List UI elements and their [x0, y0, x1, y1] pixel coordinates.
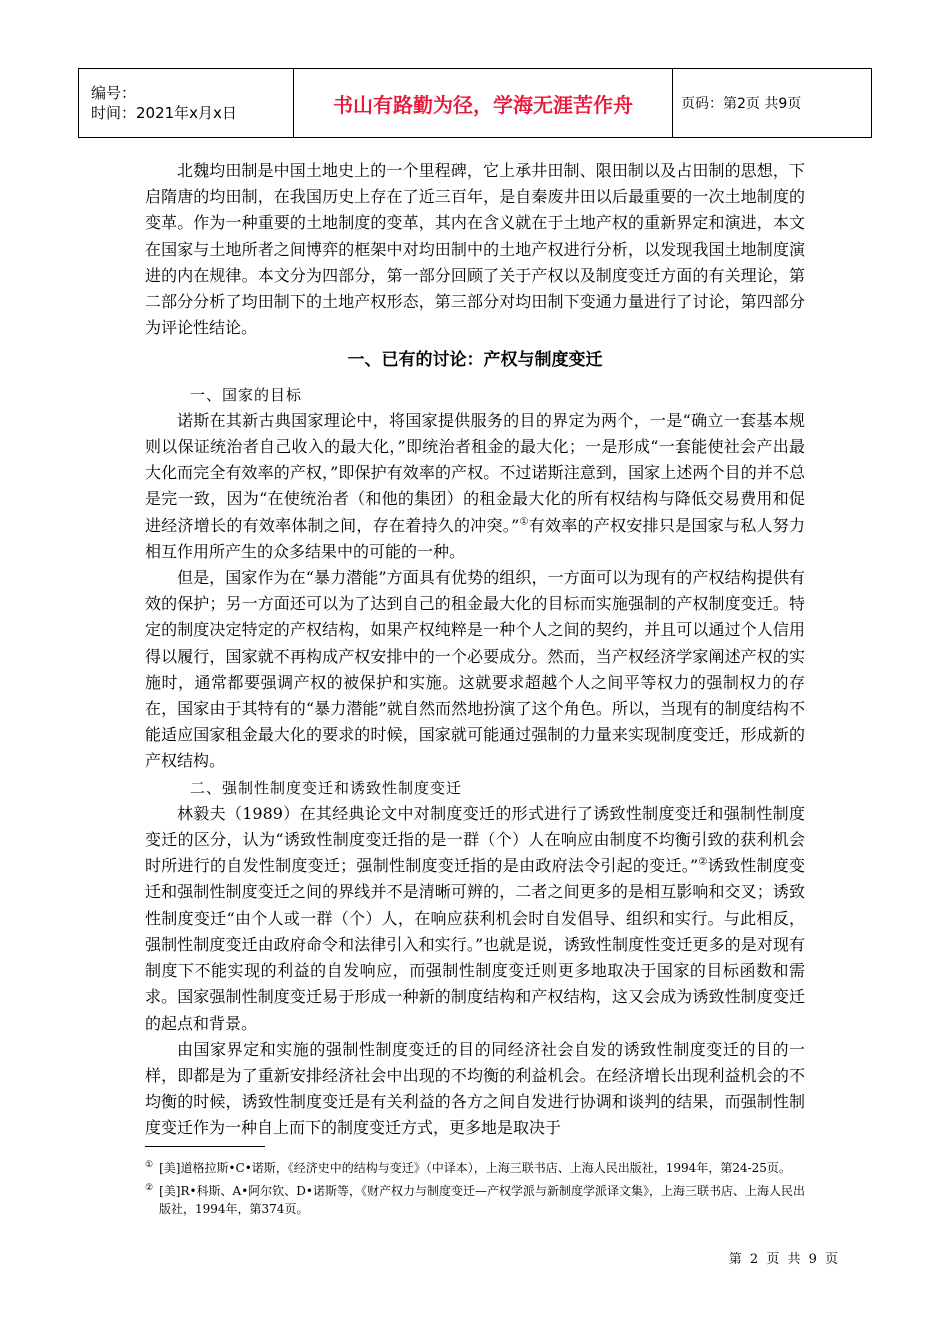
footnote-ref-1[interactable]: ①: [519, 516, 529, 528]
motto: 书山有路勤为径，学海无涯苦作舟: [294, 69, 673, 138]
paragraph-lin-yifu: [145, 801, 805, 1037]
paragraph-text: 有效率的产权安排只是国家与私人努力相互作用所产生的众多结果中的可能的一种。: [145, 515, 805, 561]
footnote-text: [美]道格拉斯•C•诺斯，《经济史中的结构与变迁》（中译本），上海三联书店、上海人民出版社，1994年，第24-25页。: [159, 1161, 791, 1175]
footnotes: [145, 1156, 815, 1220]
paragraph-text: 诱致性制度变迁和强制性制度变迁之间的界线并不是清晰可辨的，二者之间更多的是相互影响和交叉；诱致性制度变迁“由个人或一群（个）人，在响应获利机会时自发倡导、组织和实行。与此相反，强制性制度变迁由政府命令和法律引入和实行。”也就是说，诱致性制度性变迁更多的是对现有制度下不能实现的利益的自发响应，而强制性制度变迁则更多地取决于国家的目标函数和需求。国家强制性制度变迁易于形成一种新的制度结构和产权结构，这又会成为诱致性制度变迁的起点和背景。: [145, 856, 805, 1033]
page-label: 页码：第2页 共9页: [673, 69, 872, 138]
paragraph-text: 诺斯在其新古典国家理论中，将国家提供服务的目的界定为两个，一是“确立一套基本规则以保证统治者自己收入的最大化，”即统治者租金的最大化；一是形成“一套能使社会产出最大化而完全有效率的产权，”即保护有效率的产权。不过诺斯注意到，国家上述两个目的并不总是完一致，因为“在使统治者（和他的集团）的租金最大化的所有权结构与降低交易费用和促进经济增长的有效率体制之间，存在着持久的冲突。”: [145, 410, 805, 535]
section-title: 一、已有的讨论：产权与制度变迁: [347, 350, 603, 371]
paragraph-violence-potential: 但是，国家作为在“暴力潜能”方面具有优势的组织，一方面可以为现有的产权结构提供有效的保护；另一方面还可以为了达到自己的租金最大化的目标而实施强制的产权制度变迁。特定的制度决定特定的产权结构，如果产权纯粹是一种个人之间的契约，并且可以通过个人信用得以履行，国家就不再构成产权安排中的一个必要成分。然而，当产权经济学家阐述产权的实施时，通常都要强调产权的被保护和实施。这就要求超越个人之间平等权力的强制权力的存在，国家由于其特有的“暴力潜能”就自然而然地扮演了这个角色。所以，当现有的制度结构不能适应国家租金最大化的要求的时候，国家就可能通过强制的力量来实现制度变迁，形成新的产权结构。: [145, 568, 805, 771]
footnote-1: [145, 1156, 815, 1177]
footnote-2: [145, 1179, 815, 1218]
paragraph-state-goals: [145, 408, 805, 565]
document-body: [145, 158, 805, 1142]
footnote-mark: ②: [145, 1183, 154, 1193]
footnote-mark: ①: [145, 1160, 154, 1170]
subsection-title-2: 二、强制性制度变迁和诱致性制度变迁: [190, 778, 463, 797]
footnote-text: [美]R•科斯、A•阿尔钦、D•诺斯等，《财产权力与制度变迁—产权学派与新制度学派译文集》，上海三联书店、上海人民出版社，1994年，第374页。: [159, 1184, 806, 1216]
intro-paragraph: 北魏均田制是中国土地史上的一个里程碑，它上承井田制、限田制以及占田制的思想，下启隋唐的均田制，在我国历史上存在了近三百年，是自秦废井田以后最重要的一次土地制度的变革。作为一种重要的土地制度的变革，其内在含义就在于土地产权的重新界定和演进，本文在国家与土地所者之间博弈的框架中对均田制中的土地产权进行分析，以发现我国土地制度演进的内在规律。本文分为四部分，第一部分回顾了关于产权以及制度变迁方面的有关理论，第二部分分析了均田制下的土地产权形态，第三部分对均田制下变通力量进行了讨论，第四部分为评论性结论。: [145, 161, 805, 338]
number-label: 编号：: [91, 84, 137, 102]
footnote-divider: [145, 1146, 265, 1147]
header-table: [78, 68, 872, 138]
header-info-cell: [79, 69, 294, 138]
subsection-title-1: 一、国家的目标: [190, 385, 303, 404]
date-label: 时间：2021年x月x日: [91, 104, 237, 122]
page-footer: 第 2 页 共 9 页: [728, 1252, 840, 1267]
paragraph-text: 林毅夫（1989）在其经典论文中对制度变迁的形式进行了诱致性制度变迁和强制性制度变迁的区分，认为“诱致性制度变迁指的是一群（个）人在响应由制度不均衡引致的获利机会时所进行的自发性制度变迁；强制性制度变迁指的是由政府法令引起的变迁。”: [145, 803, 805, 876]
paragraph-state-defined-change: 由国家界定和实施的强制性制度变迁的目的同经济社会自发的诱致性制度变迁的目的一样，即都是为了重新安排经济社会中出现的不均衡的利益机会。在经济增长出现利益机会的不均衡的时候，诱致性制度变迁是有关利益的各方之间自发进行协调和谈判的结果，而强制性制度变迁作为一种自上而下的制度变迁方式，更多地是取决于: [145, 1039, 805, 1138]
footnote-ref-2[interactable]: ②: [698, 856, 708, 868]
